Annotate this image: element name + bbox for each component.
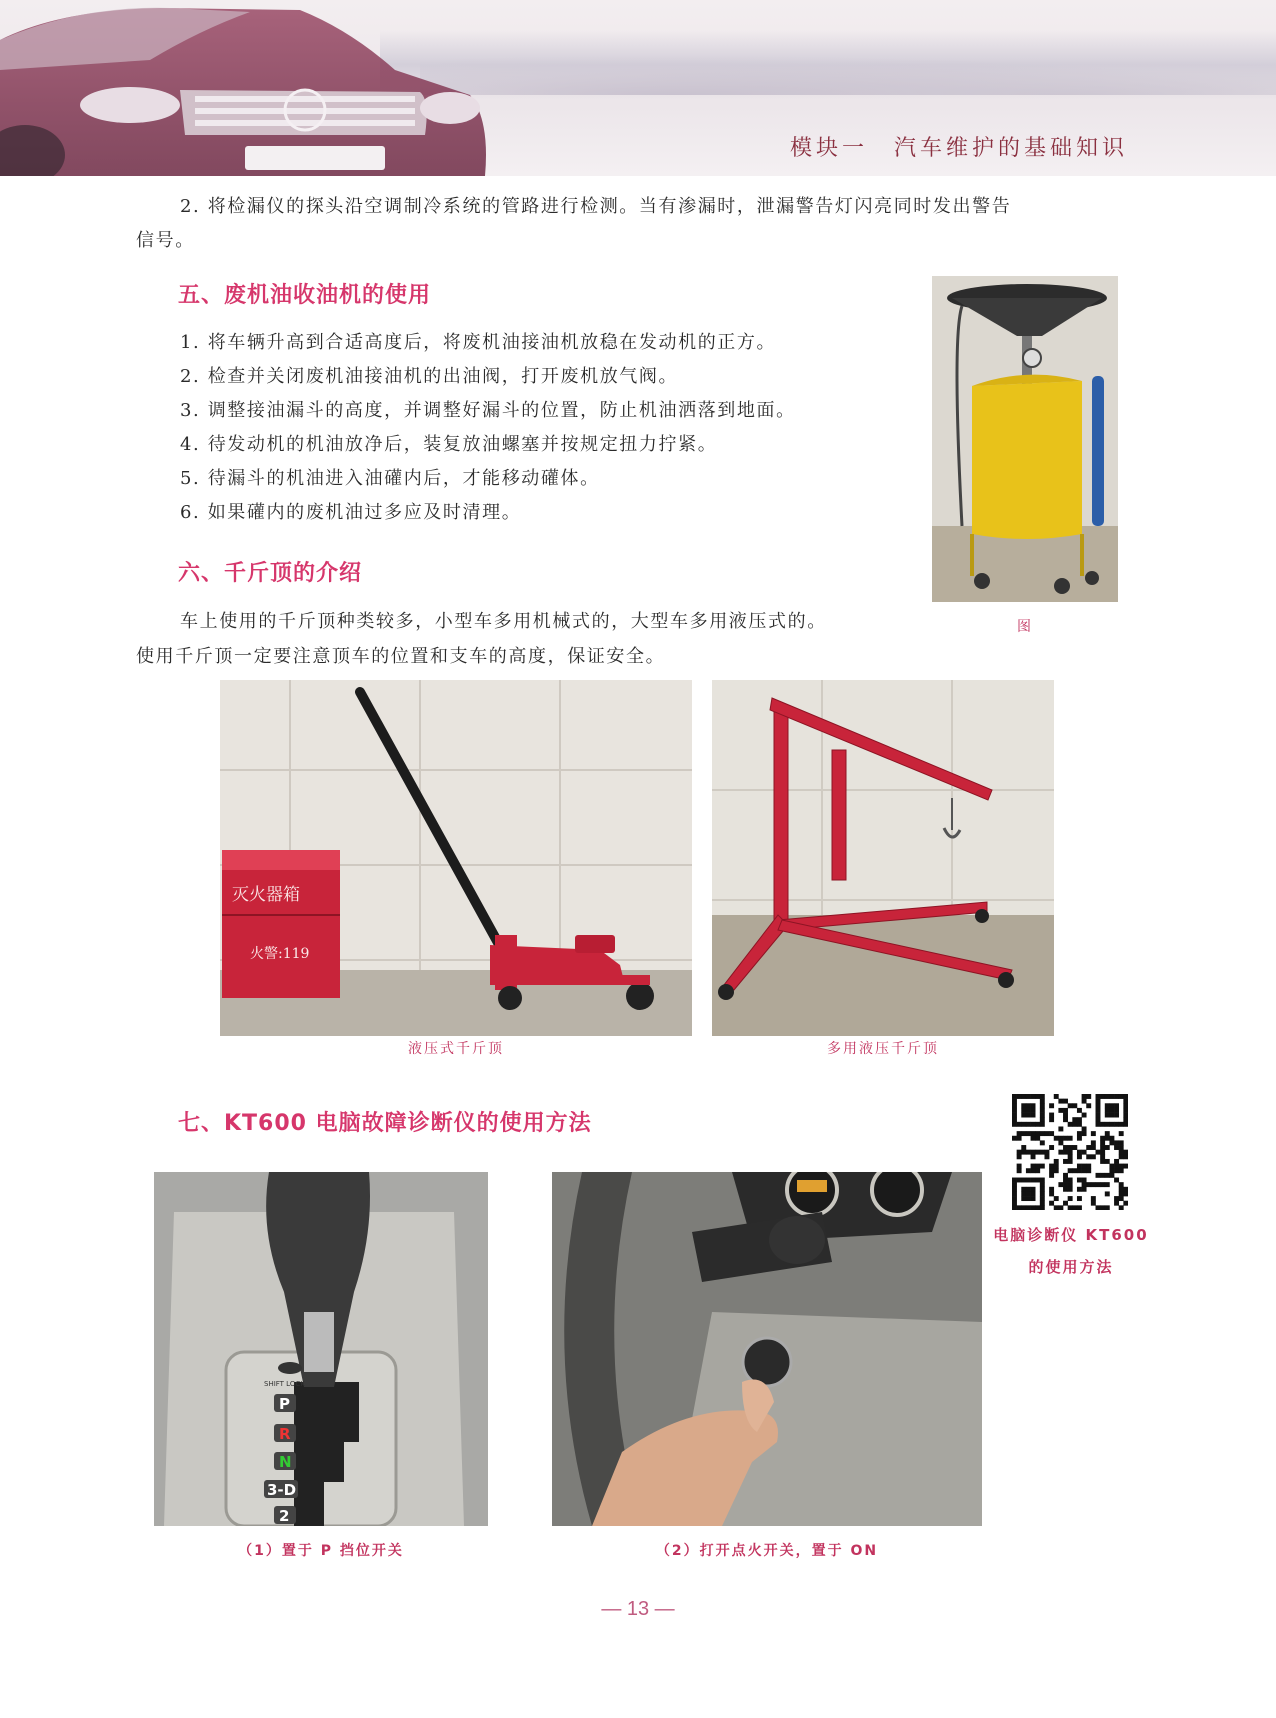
list-item: 6. 如果礶内的废机油过多应及时清理。 (180, 502, 522, 523)
extinguisher-fire-phone: 火警:119 (250, 946, 310, 962)
section-7-heading: 七、KT600 电脑故障诊断仪的使用方法 (178, 1111, 592, 1136)
list-item: 2. 检查并关闭废机油接油机的出油阀，打开废机放气阀。 (180, 366, 679, 387)
engine-crane-photo (712, 680, 1054, 1036)
section-6-para-line-1: 车上使用的千斤顶种类较多，小型车多用机械式的，大型车多用液压式的。 (180, 611, 827, 632)
section-5-heading: 五、废机油收油机的使用 (178, 283, 432, 308)
qr-code[interactable] (1012, 1094, 1128, 1210)
section-5-steps (180, 326, 796, 530)
qr-caption-line-1: 电脑诊断仪 KT600 (993, 1226, 1149, 1244)
gear-label-r: R (279, 1425, 291, 1443)
ignition-switch-caption: （2）打开点火开关，置于 ON (655, 1543, 879, 1559)
hydraulic-jack-photo (220, 680, 692, 1036)
hydraulic-jack-caption: 液压式千斤顶 (408, 1041, 504, 1057)
extinguisher-box-label: 灭火器箱 (232, 885, 300, 905)
module-title: 模块一 汽车维护的基础知识 (789, 136, 1128, 161)
step-2-line-1: 2. 将检漏仪的探头沿空调制冷系统的管路进行检测。当有渗漏时，泄漏警告灯闪亮同时发出警告 (180, 196, 1012, 217)
gear-shifter-photo (154, 1172, 488, 1526)
gear-label-3d: 3-D (267, 1481, 297, 1499)
header-banner (0, 0, 1276, 176)
shift-lock-label: SHIFT LOCK (264, 1380, 305, 1388)
section-6-para-line-2: 使用千斤顶一定要注意顶车的位置和支车的高度，保证安全。 (136, 646, 666, 667)
engine-crane-caption: 多用液压千斤顶 (827, 1041, 939, 1057)
collector-figure-caption: 图 (1017, 619, 1033, 635)
step-2-line-2: 信号。 (136, 230, 195, 251)
list-item: 5. 待漏斗的机油进入油礶内后，才能移动礶体。 (180, 468, 600, 489)
list-item: 3. 调整接油漏斗的高度，并调整好漏斗的位置，防止机油洒落到地面。 (180, 400, 796, 421)
list-item: 4. 待发动机的机油放净后，装复放油螺塞并按规定扭力拧紧。 (180, 434, 718, 455)
waste-oil-collector-photo (932, 276, 1118, 602)
gear-label-n: N (279, 1453, 292, 1471)
gear-label-p: P (279, 1395, 290, 1413)
gear-label-2: 2 (279, 1507, 290, 1525)
gear-shifter-caption: （1）置于 P 挡位开关 (238, 1543, 404, 1559)
qr-caption-line-2: 的使用方法 (1028, 1258, 1114, 1276)
ignition-switch-photo (552, 1172, 982, 1526)
section-6-heading: 六、千斤顶的介绍 (178, 561, 363, 586)
car-illustration (0, 0, 500, 176)
list-item: 1. 将车辆升高到合适高度后，将废机油接油机放稳在发动机的正方。 (180, 332, 777, 353)
page-number: — 13 — (601, 1598, 675, 1620)
